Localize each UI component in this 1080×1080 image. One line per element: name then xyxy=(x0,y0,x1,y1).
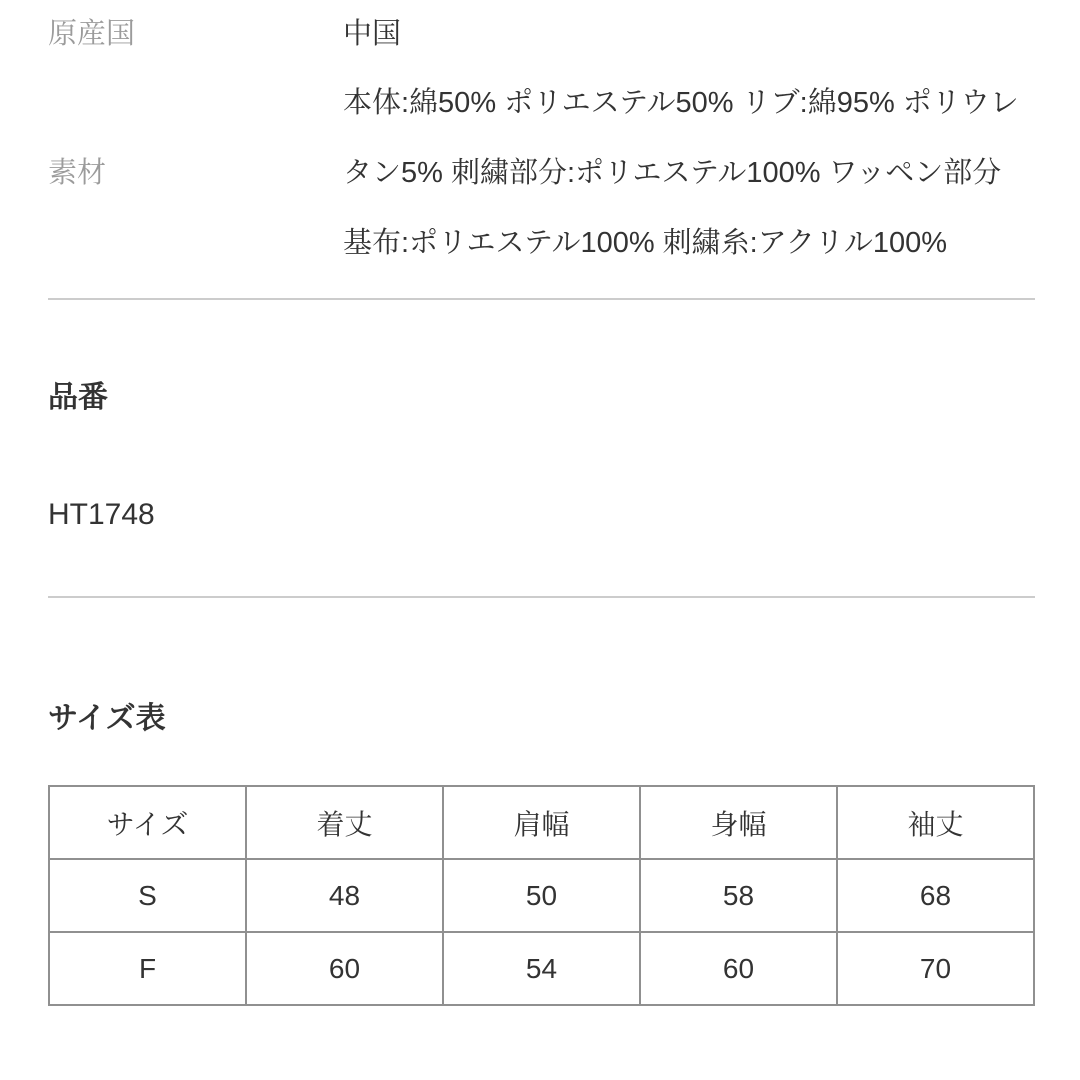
col-header-shoulder: 肩幅 xyxy=(443,786,640,859)
product-number-heading: 品番 xyxy=(48,381,108,414)
cell-length: 48 xyxy=(246,859,443,932)
size-table-header-row xyxy=(49,786,1034,859)
cell-shoulder: 50 xyxy=(443,859,640,932)
section-divider xyxy=(48,298,1035,300)
spec-row-origin xyxy=(48,0,1035,68)
size-section xyxy=(48,701,1035,1006)
cell-length: 60 xyxy=(246,932,443,1005)
col-header-length: 着丈 xyxy=(246,786,443,859)
table-row-f xyxy=(49,932,1034,1005)
col-header-size: サイズ xyxy=(49,786,246,859)
origin-label: 原産国 xyxy=(48,17,136,50)
cell-sleeve: 68 xyxy=(837,859,1034,932)
cell-sleeve: 70 xyxy=(837,932,1034,1005)
product-spec-list xyxy=(48,0,1035,278)
product-number-value: HT1748 xyxy=(48,498,155,531)
size-table-heading: サイズ表 xyxy=(48,702,166,735)
product-number-section xyxy=(48,380,1035,534)
spec-row-material xyxy=(48,68,1035,278)
size-table xyxy=(48,785,1035,1006)
table-row-s xyxy=(49,859,1034,932)
cell-size: F xyxy=(49,932,246,1005)
col-header-sleeve: 袖丈 xyxy=(837,786,1034,859)
cell-shoulder: 54 xyxy=(443,932,640,1005)
material-label: 素材 xyxy=(48,156,107,189)
material-value: 本体:綿50% ポリエステル50% リブ:綿95% ポリウレタン5% 刺繍部分:ポリエステル100% ワッペン部分 基布:ポリエステル100% 刺繍糸:アクリル100% xyxy=(343,87,1019,259)
col-header-width: 身幅 xyxy=(640,786,837,859)
cell-width: 58 xyxy=(640,859,837,932)
section-divider xyxy=(48,596,1035,598)
cell-size: S xyxy=(49,859,246,932)
cell-width: 60 xyxy=(640,932,837,1005)
origin-value: 中国 xyxy=(343,17,402,50)
